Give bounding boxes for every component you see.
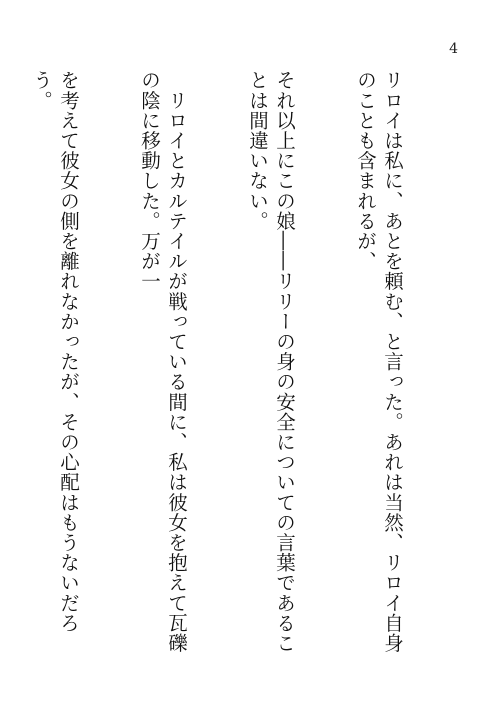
page-number: 4 [449, 41, 458, 57]
text-line: リロイとカルテイルが戦っている間に、私は彼女を抱えて瓦礫の陰に移動した。万が一 [138, 70, 188, 653]
text-line: を考えて彼女の側を離れなかったが、その心配はもうないだろう。 [30, 70, 80, 633]
text-line: それ以上にこの娘――リリーの身の安全についての言葉であることは間違いない。 [246, 70, 296, 653]
body-text [30, 70, 460, 670]
text-line: リロイは私に、あとを頼む、と言った。あれは当然、リロイ自身のことも含まれるが、 [354, 70, 404, 653]
